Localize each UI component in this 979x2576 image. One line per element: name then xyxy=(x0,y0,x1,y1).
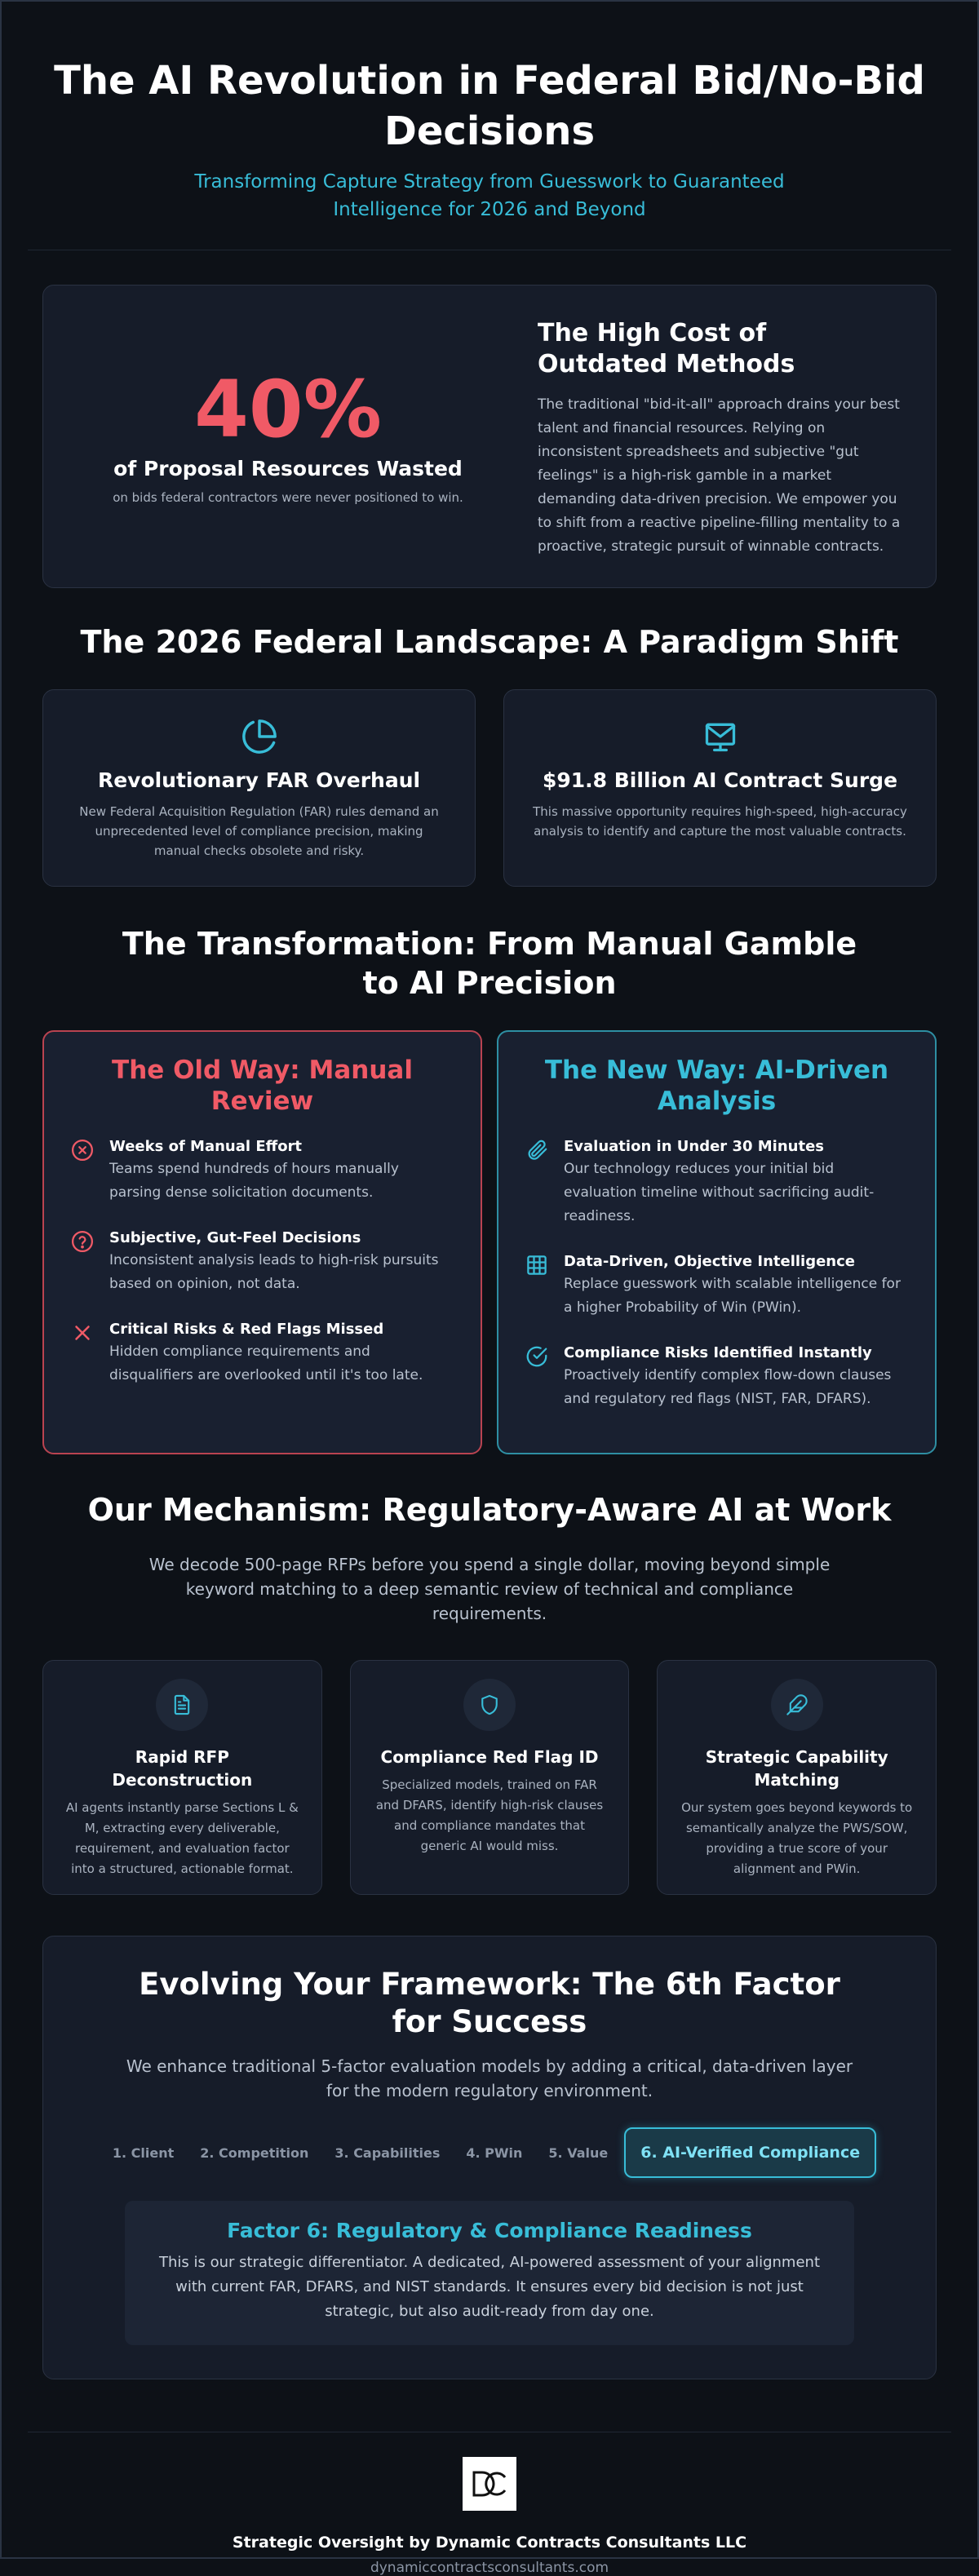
list-item-title: Evaluation in Under 30 Minutes xyxy=(564,1138,824,1155)
list-item-text: Our technology reduces your initial bid evaluation timeline without sacrificing audit-readiness. xyxy=(564,1161,875,1224)
factor-detail-panel xyxy=(125,2201,854,2345)
framework-card xyxy=(42,1936,937,2379)
pie-chart-icon xyxy=(71,715,447,759)
list-item xyxy=(70,1228,454,1296)
landscape-card-text: New Federal Acquisition Regulation (FAR) rules demand an unprecedented level of compliance precision, making manual checks obsolete and risky. xyxy=(79,804,439,858)
cost-stat-label: of Proposal Resources Wasted xyxy=(113,456,463,480)
mechanism-card-rfp xyxy=(42,1660,322,1895)
tab-capabilities[interactable]: 3. Capabilities xyxy=(334,2144,441,2161)
framework-subtitle: We enhance traditional 5-factor evaluation models by adding a critical, data-driven layer for the modern regulatory environment. xyxy=(126,2056,853,2100)
list-item-text: Teams spend hundreds of hours manually parsing dense solicitation documents. xyxy=(109,1161,399,1201)
document-icon xyxy=(156,1679,208,1731)
tab-competition[interactable]: 2. Competition xyxy=(200,2144,309,2161)
list-item xyxy=(70,1136,454,1205)
landscape-card-ai-surge xyxy=(503,689,937,887)
mechanism-card-compliance xyxy=(350,1660,630,1895)
old-way-list xyxy=(70,1136,454,1388)
x-circle-icon xyxy=(70,1136,109,1205)
list-item-title: Data-Driven, Objective Intelligence xyxy=(564,1253,855,1270)
cost-paragraph: The traditional "bid-it-all" approach drains your best talent and financial resources. Relying on inconsistent spreadsheets and subjective "gut feelings" is a high-risk gamble in a market demanding data-driven precision. We empower you to shift from a reactive pipeline-filling mentality to a proactive, strategic pursuit of winnable contracts. xyxy=(538,396,901,555)
mechanism-cards xyxy=(42,1660,937,1895)
mechanism-title: Our Mechanism: Regulatory-Aware AI at Work xyxy=(87,1492,892,1528)
transformation-title: The Transformation: From Manual Gamble to AI Precision xyxy=(122,926,857,1001)
new-way-heading: The New Way: AI-Driven Analysis xyxy=(544,1056,889,1116)
list-item-title: Critical Risks & Red Flags Missed xyxy=(109,1321,384,1338)
mechanism-card-text: Our system goes beyond keywords to semantically analyze the PWS/SOW, providing a true score of your alignment and PWin. xyxy=(681,1800,913,1876)
list-item-title: Subjective, Gut-Feel Decisions xyxy=(109,1229,361,1246)
tab-client[interactable]: 1. Client xyxy=(112,2144,175,2161)
list-item-text: Hidden compliance requirements and disqualifiers are overlooked until it's too late. xyxy=(109,1343,423,1383)
landscape-card-text: This massive opportunity requires high-speed, high-accuracy analysis to identify and capture the most valuable contracts. xyxy=(533,804,907,839)
mechanism-card-heading: Strategic Capability Matching xyxy=(705,1747,888,1790)
tab-pwin[interactable]: 4. PWin xyxy=(466,2144,523,2161)
cost-stat-note: on bids federal contractors were never positioned to win. xyxy=(113,489,463,505)
mechanism-intro: We decode 500-page RFPs before you spend a single dollar, moving beyond simple keyword matching to a deep semantic review of technical and compliance requirements. xyxy=(148,1555,831,1623)
mechanism-card-text: AI agents instantly parse Sections L & M, extracting every deliverable, requirement, and evaluation factor into a structured, actionable format. xyxy=(65,1800,299,1876)
factor-detail-text: This is our strategic differentiator. A dedicated, AI-powered assessment of your alignment with current FAR, DFARS, and NIST standards. It ensures every bid decision is not just strategic, but also audit-ready from day one. xyxy=(158,2254,821,2320)
landscape-title: The 2026 Federal Landscape: A Paradigm Shift xyxy=(80,624,899,660)
cost-text-panel xyxy=(500,318,903,555)
check-circle-icon xyxy=(525,1343,564,1411)
landscape-card-heading: Revolutionary FAR Overhaul xyxy=(97,768,421,792)
page-header xyxy=(28,2,951,250)
list-item-text: Replace guesswork with scalable intelligence for a higher Probability of Win (PWin). xyxy=(564,1276,901,1316)
old-way-heading: The Old Way: Manual Review xyxy=(112,1056,413,1116)
paperclip-icon xyxy=(525,1136,564,1228)
dc-logo-icon xyxy=(469,2468,510,2500)
framework-title: Evolving Your Framework: The 6th Factor for Success xyxy=(139,1967,840,2039)
landscape-card-far xyxy=(42,689,476,887)
new-way-card xyxy=(497,1030,937,1454)
mechanism-card-heading: Compliance Red Flag ID xyxy=(380,1747,599,1767)
question-circle-icon xyxy=(70,1228,109,1296)
landscape-cards xyxy=(42,689,937,887)
new-way-list xyxy=(525,1136,909,1411)
landscape-card-heading: $91.8 Billion AI Contract Surge xyxy=(542,768,898,792)
old-way-card xyxy=(42,1030,482,1454)
page-title: The AI Revolution in Federal Bid/No-Bid Decisions xyxy=(54,58,925,154)
list-item-text: Inconsistent analysis leads to high-risk pursuits based on opinion, not data. xyxy=(109,1252,439,1292)
shield-icon xyxy=(463,1679,516,1731)
list-item-text: Proactively identify complex flow-down clauses and regulatory red flags (NIST, FAR, DFARS). xyxy=(564,1367,892,1407)
cost-stat-panel xyxy=(76,318,500,555)
list-item xyxy=(525,1251,909,1320)
list-item xyxy=(525,1343,909,1411)
cost-card xyxy=(42,285,937,588)
mechanism-card-heading: Rapid RFP Deconstruction xyxy=(112,1747,253,1790)
mail-icon xyxy=(532,715,908,759)
list-item-title: Compliance Risks Identified Instantly xyxy=(564,1344,872,1361)
tab-ai-verified-compliance[interactable]: 6. AI-Verified Compliance xyxy=(624,2127,876,2178)
mechanism-card-matching xyxy=(657,1660,937,1895)
factor-detail-title: Factor 6: Regulatory & Compliance Readiness xyxy=(227,2219,752,2242)
page-subtitle: Transforming Capture Strategy from Guesswork to Guaranteed Intelligence for 2026 and Beyond xyxy=(194,171,785,220)
feather-icon xyxy=(771,1679,823,1731)
factor-tabs xyxy=(76,2127,903,2178)
company-logo xyxy=(463,2457,516,2511)
comparison xyxy=(42,1030,937,1454)
main-content xyxy=(42,285,937,2379)
list-item-title: Weeks of Manual Effort xyxy=(109,1138,303,1155)
list-item xyxy=(525,1136,909,1228)
page-footer xyxy=(28,2432,951,2576)
tab-value[interactable]: 5. Value xyxy=(548,2144,609,2161)
footer-organization: Strategic Oversight by Dynamic Contracts Consultants LLC xyxy=(232,2534,747,2552)
list-item xyxy=(70,1319,454,1388)
x-icon xyxy=(70,1319,109,1388)
mechanism-card-text: Specialized models, trained on FAR and DFARS, identify high-risk clauses and compliance mandates that generic AI would miss. xyxy=(375,1777,604,1853)
cost-stat-value: 40% xyxy=(194,363,382,455)
grid-icon xyxy=(525,1251,564,1320)
footer-url-link[interactable]: dynamiccontractsconsultants.com xyxy=(370,2560,609,2576)
cost-heading: The High Cost of Outdated Methods xyxy=(538,319,795,378)
